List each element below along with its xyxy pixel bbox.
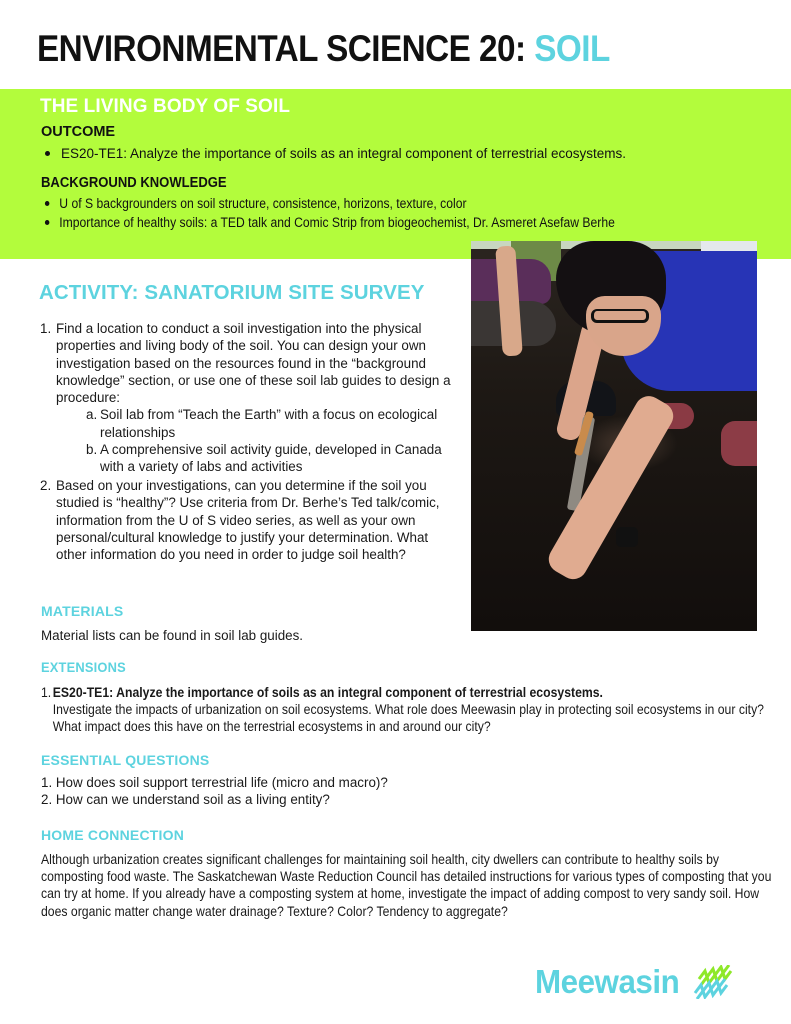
essential-questions-list [41, 774, 388, 808]
lab-guide-link[interactable]: A comprehensive soil activity guide, developed in Canada with a variety of labs and activities [100, 442, 442, 475]
background-knowledge-list [44, 194, 678, 232]
logo-text: Meewasin [535, 963, 680, 1000]
lab-guide-item[interactable] [86, 406, 460, 441]
step-text: Based on your investigations, can you determine if the soil you studied is “healthy”? Use criteria from Dr. Berhe’s Ted talk/comic, information from the U of S video series, as well as your own personal/cultural knowledge to justify your determination. What other information do you need in order to judge soil health? [56, 478, 440, 563]
lab-guide-link[interactable]: Soil lab from “Teach the Earth” with a focus on ecological relationships [100, 407, 438, 440]
photo-shoe-red [721, 421, 757, 466]
band-title: THE LIVING BODY OF SOIL [40, 96, 291, 117]
activity-steps-2 [40, 477, 460, 563]
extension-number: 1. [41, 685, 52, 700]
materials-heading: MATERIALS [41, 603, 124, 619]
step-number: 1. [40, 321, 52, 336]
background-item[interactable] [44, 194, 615, 213]
activity-steps [40, 320, 460, 476]
photo-watch [616, 527, 638, 547]
page-title [37, 28, 610, 70]
materials-text: Material lists can be found in soil lab guides. [41, 628, 304, 643]
background-knowledge-heading: BACKGROUND KNOWLEDGE [41, 175, 227, 191]
extension-text: Investigate the impacts of urbanization on soil ecosystems. What role does Meewasin play in protecting soil ecosystems in our city? What impact does this have on the terrestrial ecosystems in and around our city? [52, 702, 764, 734]
extension-outcome: ES20-TE1: Analyze the importance of soils as an integral component of terrestrial ecosystems. [52, 685, 603, 700]
background-item[interactable] [44, 213, 615, 232]
sub-step-letter: b. [86, 442, 98, 458]
outcome-item: ES20-TE1: Analyze the importance of soils as an integral component of terrestrial ecosystems. [44, 144, 626, 163]
outcome-list [44, 144, 626, 163]
background-item-link[interactable]: U of S backgrounders on soil structure, consistence, horizons, texture, color [59, 196, 467, 211]
extension-item [41, 684, 779, 735]
outcome-heading: OUTCOME [41, 124, 116, 140]
activity-title: ACTIVITY: SANATORIUM SITE SURVEY [39, 281, 425, 304]
extensions-heading: EXTENSIONS [41, 659, 126, 675]
background-item-link[interactable]: Importance of healthy soils: a TED talk and Comic Strip from biogeochemist, Dr. Asmeret Asefaw Berhe [59, 215, 615, 230]
students-digging-photo [471, 241, 757, 631]
sub-step-letter: a. [86, 407, 98, 423]
activity-step [40, 320, 460, 476]
activity-step [40, 477, 460, 563]
step-text: Find a location to conduct a soil investigation into the physical properties and living body of the soil. You can design your own investigation based on the resources found in the “background knowledge” section, or use one of these soil lab guides to design a procedure: [56, 321, 451, 406]
page-title-main: ENVIRONMENTAL SCIENCE 20: [37, 28, 535, 69]
lab-guides-list [86, 406, 460, 475]
step-number: 2. [40, 478, 52, 493]
extensions-list [41, 684, 781, 735]
meewasin-logo [535, 963, 735, 1001]
essential-question: 2. How can we understand soil as a living entity? [41, 792, 330, 807]
home-connection-text: Although urbanization creates significant challenges for maintaining soil health, city dwellers can contribute to healthy soils by composting food waste. The Saskatchewan Waste Reduction Council has detailed instructions for various types of composting that you can try at home. If you already have a composting system at home, investigate the impact of adding compost to very sandy soil. How does organic matter change water drainage? Texture? Color? Tendency to aggregate? [41, 852, 772, 919]
essential-questions-heading: ESSENTIAL QUESTIONS [41, 752, 210, 768]
home-connection-heading: HOME CONNECTION [41, 827, 184, 843]
essential-question: 1. How does soil support terrestrial life (micro and macro)? [41, 775, 388, 790]
photo-glasses [591, 309, 649, 323]
wave-icon [693, 965, 735, 999]
page-title-accent: SOIL [534, 28, 610, 69]
lab-guide-item[interactable] [86, 441, 460, 476]
